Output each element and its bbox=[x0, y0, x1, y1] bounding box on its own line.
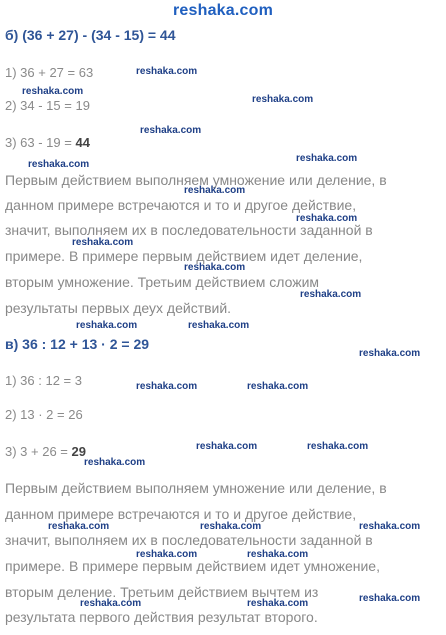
watermark: reshaka.com bbox=[359, 593, 421, 604]
explanation-line: значит, выполняем их в последовательности заданной в bbox=[5, 222, 373, 238]
explanation-line: вторым деление. Третьим действием вычтем из bbox=[5, 584, 319, 600]
step-text: 2) 13 · 2 = 26 bbox=[5, 407, 83, 422]
part-v-step-1 bbox=[5, 373, 82, 388]
watermark: reshaka.com bbox=[188, 320, 250, 331]
watermark: reshaka.com bbox=[296, 213, 358, 224]
watermark: reshaka.com bbox=[140, 125, 202, 136]
watermark: reshaka.com bbox=[136, 66, 198, 77]
watermark: reshaka.com bbox=[247, 598, 309, 609]
step-text: 3) 3 + 26 = bbox=[5, 444, 72, 459]
explanation-line: значит, выполняем их в последовательности заданной в bbox=[5, 532, 373, 548]
watermark: reshaka.com bbox=[80, 598, 142, 609]
part-b-heading: б) (36 + 27) - (34 - 15) = 44 bbox=[5, 27, 176, 43]
watermark: reshaka.com bbox=[48, 521, 110, 532]
explanation-line: вторым умножение. Третьим действием сложим bbox=[5, 274, 320, 290]
step-text: 3) 63 - 19 = bbox=[5, 135, 76, 150]
watermark: reshaka.com bbox=[296, 153, 358, 164]
watermark: reshaka.com bbox=[359, 521, 421, 532]
part-b-step-3 bbox=[5, 135, 90, 150]
step-result: 29 bbox=[71, 444, 86, 459]
watermark: reshaka.com bbox=[252, 94, 314, 105]
step-text: 1) 36 : 12 = 3 bbox=[5, 373, 82, 388]
explanation-line: Первым действием выполняем умножение или деление, в bbox=[5, 172, 387, 188]
step-text: 1) 36 + 27 = 63 bbox=[5, 65, 94, 80]
watermark: reshaka.com bbox=[247, 549, 309, 560]
watermark: reshaka.com bbox=[136, 549, 198, 560]
watermark: reshaka.com bbox=[136, 381, 198, 392]
explanation-line: данном примере встречаются и то и другое действие, bbox=[5, 506, 357, 522]
explanation-line: Первым действием выполняем умножение или деление, в bbox=[5, 480, 387, 496]
watermark: reshaka.com bbox=[300, 289, 362, 300]
part-v-step-2 bbox=[5, 407, 83, 422]
part-v-heading: в) 36 : 12 + 13 · 2 = 29 bbox=[5, 336, 150, 352]
explanation-line: примере. В примере первым действием идет умножение, bbox=[5, 558, 380, 574]
watermark: reshaka.com bbox=[247, 381, 309, 392]
step-result: 44 bbox=[75, 135, 90, 150]
explanation-line: данном примере встречаются и то и другое действие, bbox=[5, 197, 357, 213]
watermark: reshaka.com bbox=[196, 441, 258, 452]
explanation-line: результата первого действия результат второго. bbox=[5, 609, 318, 625]
explanation-line: примере. В примере первым действием идет деление, bbox=[5, 248, 363, 264]
watermark: reshaka.com bbox=[76, 320, 138, 331]
step-text: 2) 34 - 15 = 19 bbox=[5, 98, 90, 113]
explanation-line: результаты первых деух действий. bbox=[5, 300, 232, 316]
watermark: reshaka.com bbox=[359, 348, 421, 359]
watermark: reshaka.com bbox=[307, 441, 369, 452]
watermark: reshaka.com bbox=[184, 185, 246, 196]
watermark: reshaka.com bbox=[184, 262, 246, 273]
site-title[interactable]: reshaka.com bbox=[172, 2, 274, 19]
watermark: reshaka.com bbox=[22, 86, 84, 97]
watermark: reshaka.com bbox=[84, 457, 146, 468]
watermark: reshaka.com bbox=[72, 237, 134, 248]
part-b-step-1 bbox=[5, 65, 93, 80]
watermark: reshaka.com bbox=[200, 521, 262, 532]
watermark: reshaka.com bbox=[28, 159, 90, 170]
part-b-step-2 bbox=[5, 98, 90, 113]
part-v-step-3 bbox=[5, 444, 86, 459]
